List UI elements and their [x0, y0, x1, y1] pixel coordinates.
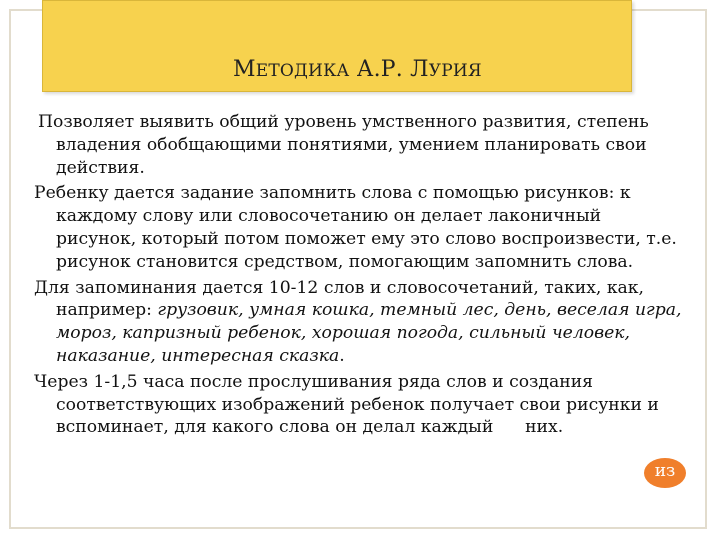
paragraph-words-lead: Для запоминания дается 10-12 слов и словосочетаний, таких, как, например:: [34, 277, 645, 321]
paragraph-recall-highlight: [499, 417, 520, 437]
slide-content: [34, 111, 684, 442]
title-initials: А.Р.: [356, 57, 403, 82]
paragraph-task: Ребенку дается задание запомнить слова с помощью рисунков: к каждому слову или словосочетанию он делает лаконичный рисунок, который потом поможет ему это слово воспроизвести, т.е. рисунок становится средством, помогающим запомнить слова.: [34, 183, 677, 272]
title-rest: ЕТОДИКА: [255, 61, 350, 81]
title-banner: [42, 0, 632, 92]
title-first-letter: М: [233, 57, 256, 82]
paragraph-recall: [34, 371, 684, 439]
title-surname-rest: УРИЯ: [428, 61, 482, 81]
paragraph-purpose: Позволяет выявить общий уровень умственного развития, степень владения обобщающими понятиями, умением планировать свои действия.: [38, 112, 649, 178]
paragraph-recall-tail: них.: [519, 417, 564, 438]
paragraph-recall-text: Через 1-1,5 часа после прослушивания ряда слов и создания соответствующих изображений ребенок получает свои рисунки и вспоминает, для какого слова он делал каждый: [34, 371, 659, 438]
highlight-dot-label: из: [654, 461, 676, 481]
slide-title: [233, 57, 482, 82]
paragraph-words: [34, 277, 684, 368]
title-surname-first: Л: [410, 57, 429, 82]
paragraph-words-end: .: [339, 345, 345, 366]
paragraph-words-examples: грузовик, умная кошка, темный лес, день, веселая игра, мороз, капризный ребенок, хорошая погода, сильный человек, наказание, интересная сказка: [56, 300, 682, 366]
